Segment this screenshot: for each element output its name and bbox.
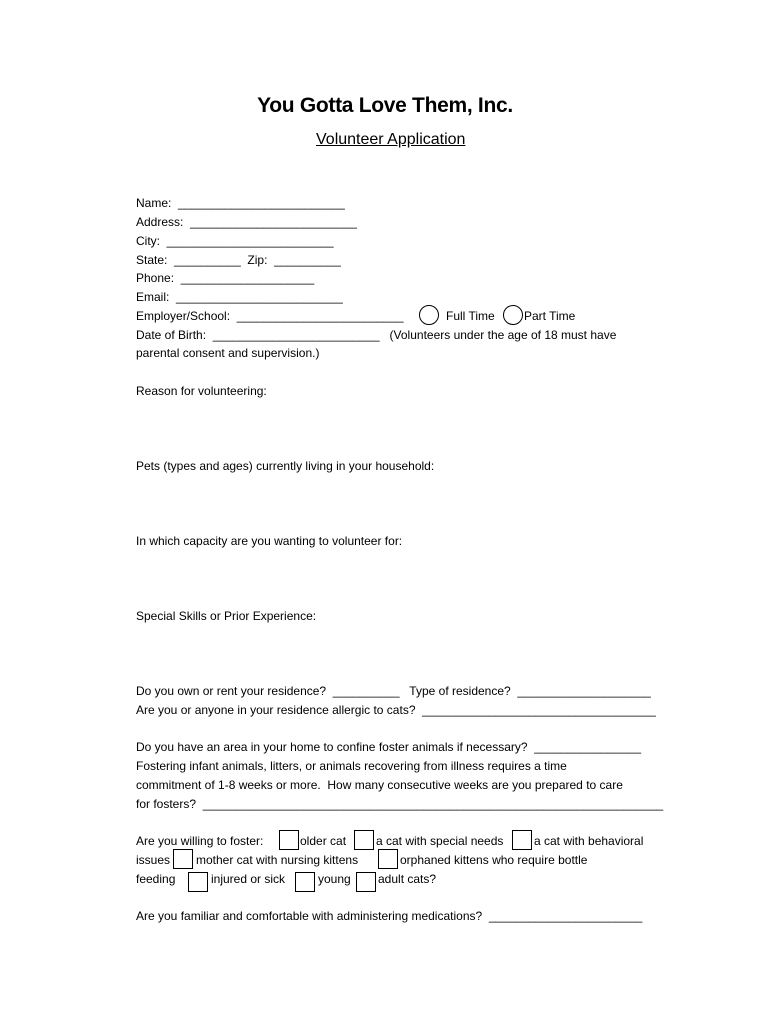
behavioral-label: a cat with behavioral xyxy=(534,834,644,848)
adult-cats-checkbox[interactable] xyxy=(356,872,376,892)
fostering-text-line-1: Fostering infant animals, litters, or animals recovering from illness requires a time xyxy=(136,759,567,773)
consent-note: parental consent and supervision.) xyxy=(136,346,320,360)
behavioral-checkbox[interactable] xyxy=(512,830,532,850)
reason-question: Reason for volunteering: xyxy=(136,384,267,398)
name-field[interactable]: Name: _________________________ xyxy=(136,196,345,210)
full-time-radio[interactable] xyxy=(419,305,439,325)
phone-field[interactable]: Phone: ____________________ xyxy=(136,271,315,285)
pets-question: Pets (types and ages) currently living in your household: xyxy=(136,459,435,473)
orphaned-kittens-label: orphaned kittens who require bottle xyxy=(400,853,588,867)
part-time-label: Part Time xyxy=(524,309,576,323)
older-cat-checkbox[interactable] xyxy=(279,830,299,850)
organization-title: You Gotta Love Them, Inc. xyxy=(257,94,513,117)
mother-cat-label: mother cat with nursing kittens xyxy=(196,853,359,867)
allergy-question[interactable]: Are you or anyone in your residence allergic to cats? ___________________________________ xyxy=(136,703,656,717)
date-of-birth-field[interactable]: Date of Birth: _________________________ (Volunteers under the age of 18 must have xyxy=(136,328,617,342)
email-field[interactable]: Email: _________________________ xyxy=(136,290,343,304)
confine-question[interactable]: Do you have an area in your home to confine foster animals if necessary? ________________ xyxy=(136,740,641,754)
adult-cats-label: adult cats? xyxy=(378,872,437,886)
own-rent-question[interactable]: Do you own or rent your residence? __________ Type of residence? ____________________ xyxy=(136,684,651,698)
employer-field[interactable]: Employer/School: _________________________ xyxy=(136,309,404,323)
foster-intro: Are you willing to foster: xyxy=(136,834,264,848)
injured-sick-label: injured or sick xyxy=(211,872,286,886)
orphaned-kittens-checkbox[interactable] xyxy=(378,849,398,869)
behavioral-label-cont: issues xyxy=(136,853,171,867)
mother-cat-checkbox[interactable] xyxy=(173,849,193,869)
fostering-text-line-2: commitment of 1-8 weeks or more. How many consecutive weeks are you prepared to care xyxy=(136,778,623,792)
capacity-question: In which capacity are you wanting to volunteer for: xyxy=(136,534,403,548)
orphaned-kittens-label-cont: feeding xyxy=(136,872,176,886)
medications-question[interactable]: Are you familiar and comfortable with administering medications? _______________________ xyxy=(136,909,643,923)
special-needs-label: a cat with special needs xyxy=(376,834,504,848)
state-zip-field[interactable]: State: __________ Zip: __________ xyxy=(136,253,341,267)
special-needs-checkbox[interactable] xyxy=(354,830,374,850)
fostering-weeks-field[interactable]: for fosters? _____________________________________________________________________ xyxy=(136,797,664,811)
older-cat-label: older cat xyxy=(300,834,347,848)
full-time-label: Full Time xyxy=(446,309,495,323)
skills-question: Special Skills or Prior Experience: xyxy=(136,609,317,623)
address-field[interactable]: Address: _________________________ xyxy=(136,215,357,229)
young-checkbox[interactable] xyxy=(295,872,315,892)
part-time-radio[interactable] xyxy=(503,305,523,325)
young-label: young xyxy=(318,872,351,886)
form-title: Volunteer Application xyxy=(316,131,466,148)
injured-sick-checkbox[interactable] xyxy=(188,872,208,892)
city-field[interactable]: City: _________________________ xyxy=(136,234,334,248)
